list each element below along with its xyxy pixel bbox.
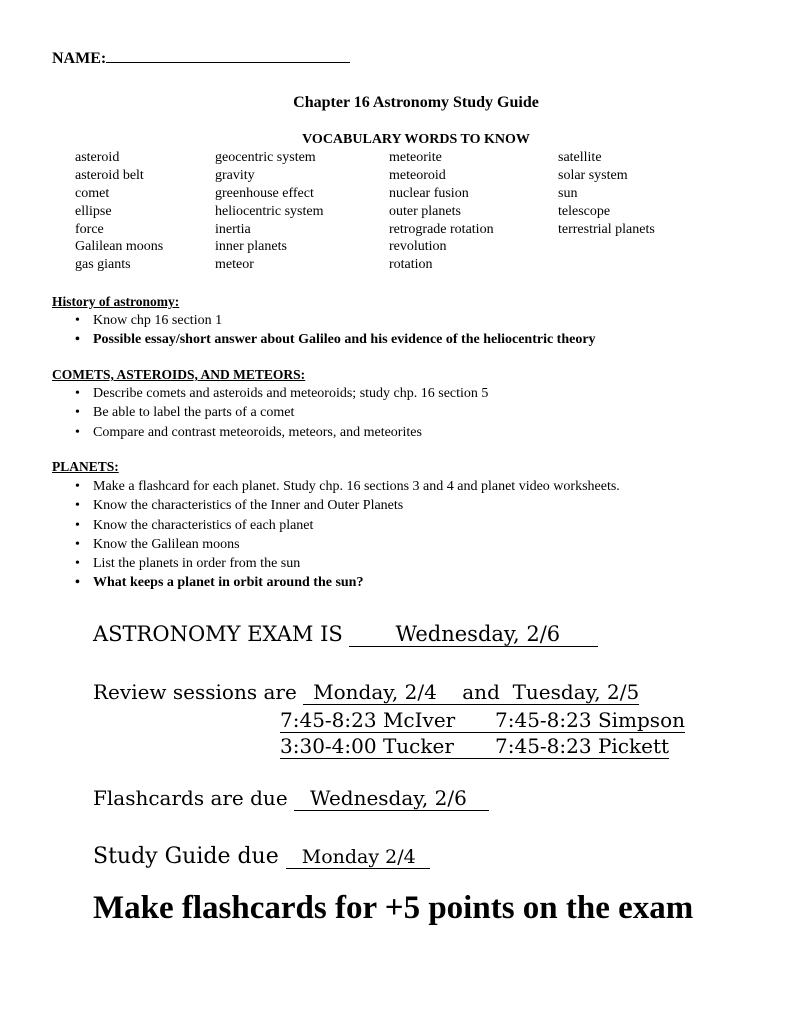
page-title: Chapter 16 Astronomy Study Guide — [293, 94, 539, 111]
vocab-word: outer planets — [389, 203, 461, 219]
review-line — [93, 680, 639, 705]
study-guide-date: Monday 2/4 — [286, 846, 430, 869]
exam-line — [93, 622, 598, 647]
flashcards-date: Wednesday, 2/6 — [294, 786, 489, 811]
session-time: 7:45-8:23 Pickett — [487, 734, 669, 759]
vocab-word: force — [75, 221, 104, 237]
exam-label: ASTRONOMY EXAM IS — [93, 622, 343, 646]
vocab-word: gravity — [215, 167, 255, 183]
study-guide-line — [93, 844, 430, 869]
list-item: • Know chp 16 section 1 — [75, 311, 596, 330]
list-item: • Make a flashcard for each planet. Study chp. 16 sections 3 and 4 and planet video worksheets. — [75, 477, 620, 496]
vocab-word: sun — [558, 185, 578, 201]
planets-list — [75, 477, 620, 593]
review-row-2 — [280, 734, 669, 759]
vocab-word: meteoroid — [389, 167, 446, 183]
vocab-word: ellipse — [75, 203, 112, 219]
vocab-word: terrestrial planets — [558, 221, 655, 237]
vocab-word: revolution — [389, 239, 447, 255]
vocab-word: rotation — [389, 257, 433, 273]
list-item: • Possible essay/short answer about Galileo and his evidence of the heliocentric theory — [75, 330, 596, 349]
name-blank[interactable] — [106, 47, 350, 63]
vocab-column-4 — [558, 149, 655, 238]
vocab-word: gas giants — [75, 257, 131, 273]
vocab-word: greenhouse effect — [215, 185, 314, 201]
list-item: • Be able to label the parts of a comet — [75, 403, 488, 422]
flashcards-line — [93, 786, 489, 811]
review-row-1 — [280, 708, 685, 733]
session-time: 7:45-8:23 McIver — [280, 708, 487, 733]
vocab-word: nuclear fusion — [389, 185, 469, 201]
vocab-word: satellite — [558, 150, 602, 165]
vocab-word: meteor — [215, 257, 254, 273]
vocab-word: heliocentric system — [215, 203, 324, 219]
list-item: • Know the characteristics of the Inner and Outer Planets — [75, 496, 620, 515]
vocab-word: inertia — [215, 221, 251, 237]
vocab-word: asteroid — [75, 150, 120, 165]
name-label: NAME: — [52, 50, 107, 67]
vocab-word: meteorite — [389, 150, 442, 165]
vocab-word: comet — [75, 185, 110, 201]
list-item: • Compare and contrast meteoroids, meteors, and meteorites — [75, 423, 488, 442]
history-list — [75, 311, 596, 350]
review-days: Monday, 2/4 and Tuesday, 2/5 — [303, 680, 639, 705]
list-item: • Know the characteristics of each planet — [75, 516, 620, 535]
flashcards-label: Flashcards are due — [93, 786, 288, 810]
vocab-word: telescope — [558, 203, 611, 219]
vocab-column-2 — [215, 149, 323, 274]
vocabulary-heading: VOCABULARY WORDS TO KNOW — [302, 132, 530, 147]
session-time: 3:30-4:00 Tucker — [280, 734, 487, 759]
study-guide-label: Study Guide due — [93, 844, 279, 869]
section-heading-comets: COMETS, ASTEROIDS, AND METEORS: — [52, 367, 306, 382]
list-item: • Know the Galilean moons — [75, 535, 620, 554]
vocab-column-1 — [75, 149, 163, 274]
vocab-word: inner planets — [215, 239, 287, 255]
comets-list — [75, 384, 488, 442]
vocab-word: retrograde rotation — [389, 221, 494, 237]
vocab-word: asteroid belt — [75, 167, 144, 183]
list-item: • Describe comets and asteroids and meteoroids; study chp. 16 section 5 — [75, 384, 488, 403]
review-label: Review sessions are — [93, 680, 297, 704]
bonus-note: Make flashcards for +5 points on the exam — [93, 890, 694, 926]
exam-date: Wednesday, 2/6 — [349, 622, 598, 647]
list-item: • List the planets in order from the sun — [75, 554, 620, 573]
vocab-word: geocentric system — [215, 150, 316, 165]
section-heading-planets: PLANETS: — [52, 459, 119, 474]
list-item: • What keeps a planet in orbit around the sun? — [75, 573, 620, 592]
section-heading-history: History of astronomy: — [52, 294, 180, 309]
vocab-word: solar system — [558, 167, 628, 183]
session-time: 7:45-8:23 Simpson — [487, 708, 685, 733]
vocab-word: Galilean moons — [75, 239, 164, 255]
vocab-column-3 — [389, 149, 494, 274]
name-field[interactable] — [52, 47, 350, 68]
